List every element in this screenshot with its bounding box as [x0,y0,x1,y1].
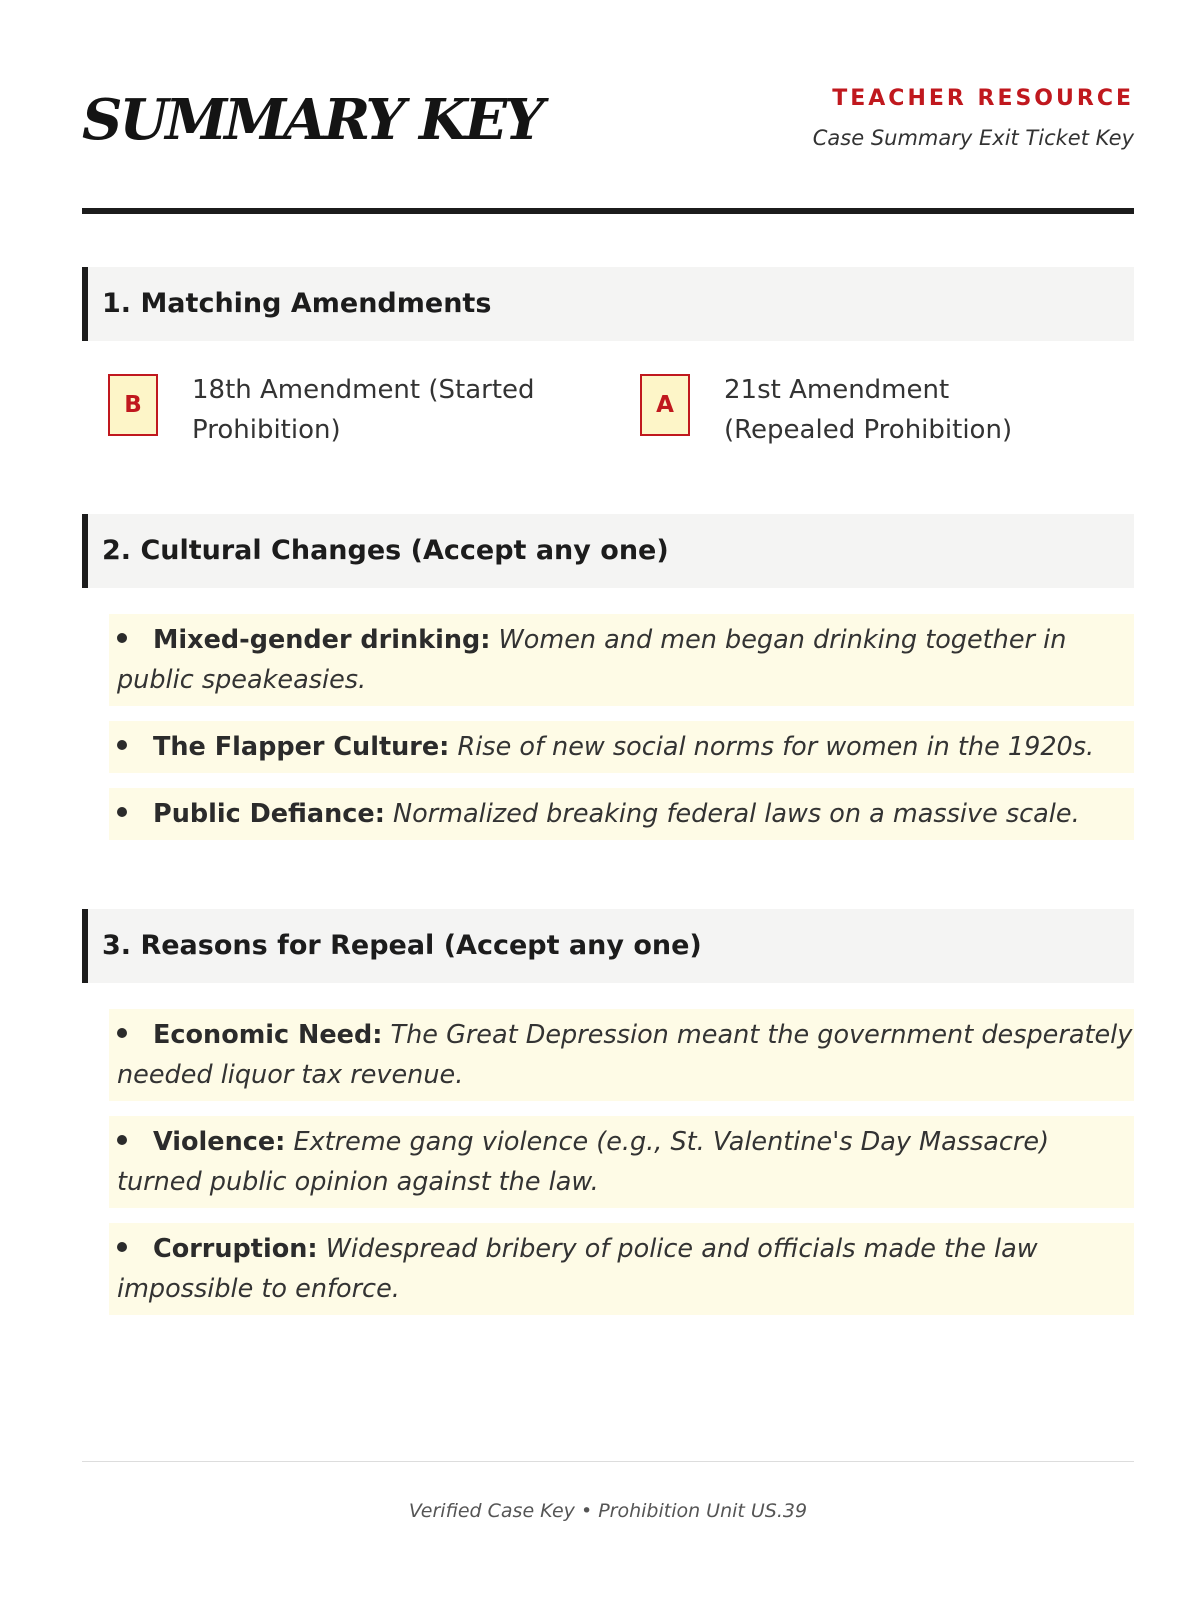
item-label: Mixed-gender drinking: [153,625,491,655]
bullet-icon [117,1135,127,1145]
item-label: Public Defiance: [153,799,385,829]
match-text: 21st Amendment (Repealed Prohibition) [724,375,1013,445]
header-meta [813,88,1134,149]
bullet-icon [117,740,127,750]
item-description: Widespread bribery of police and officials made the law impossible to enforce. [117,1234,1038,1304]
item-description: The Great Depression meant the government desperately needed liquor tax revenue. [117,1020,1133,1090]
list-item [109,1223,1134,1315]
list-item [109,614,1134,706]
header-divider [82,208,1134,214]
bullet-icon [117,633,127,643]
page-header [82,88,1134,168]
item-label: The Flapper Culture: [153,732,450,762]
list-item [109,1116,1134,1208]
page-footer: Verified Case Key • Prohibition Unit US.39 [408,1500,808,1522]
item-description: Rise of new social norms for women in the 1920s. [457,732,1095,762]
answer-key-page [82,0,1134,1600]
list-item [109,1009,1134,1101]
match-item-18th [82,374,562,454]
section-title: 3. Reasons for Repeal (Accept any one) [102,930,702,961]
bullet-icon [117,1242,127,1252]
section-title: 2. Cultural Changes (Accept any one) [102,535,669,566]
footer-divider [82,1461,1134,1462]
page-title: SUMMARY KEY [82,87,542,153]
bullet-icon [117,1028,127,1038]
answer-box: B [108,374,158,436]
list-item [109,721,1134,773]
item-description: Women and men began drinking together in public speakeasies. [117,625,1067,695]
section-title: 1. Matching Amendments [102,288,492,319]
section-heading-matching [82,267,1134,341]
item-description: Normalized breaking federal laws on a massive scale. [393,799,1080,829]
item-label: Corruption: [153,1234,318,1264]
match-item-21st [614,374,1094,454]
answer-box: A [640,374,690,436]
item-description: Extreme gang violence (e.g., St. Valentine's Day Massacre) turned public opinion against the law. [117,1127,1050,1197]
item-label: Violence: [153,1127,286,1157]
list-item [109,788,1134,840]
section-heading-cultural-changes [82,514,1134,588]
match-text: 18th Amendment (Started Prohibition) [192,375,535,445]
resource-label: TEACHER RESOURCE [832,86,1134,111]
bullet-icon [117,807,127,817]
page-subtitle: Case Summary Exit Ticket Key [812,126,1134,150]
section-heading-reasons-for-repeal [82,909,1134,983]
item-label: Economic Need: [153,1020,383,1050]
